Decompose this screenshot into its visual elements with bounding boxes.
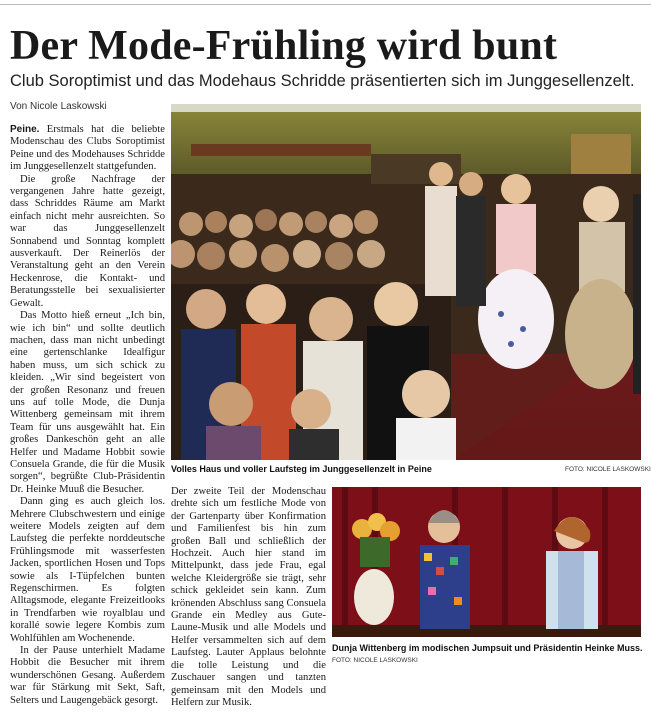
fashion-show-photo (171, 104, 641, 460)
photo-2-caption: Dunja Wittenberg im modischen Jumpsuit und Präsidentin Heinke Muss. (332, 643, 643, 653)
portrait-photo-illustration (332, 487, 641, 637)
photo-1-credit: FOTO: NICOLE LASKOWSKI (565, 466, 651, 473)
portrait-photo (332, 487, 641, 637)
paragraph-1-text: Erstmals hat die beliebte Modenschau des Clubs Soroptimist Peine und des Modehauses Schridde im Junggesellenzelt stattgefunden. (10, 124, 165, 173)
article-column-1 (10, 124, 165, 707)
paragraph-5: In der Pause unterhielt Madame Hobbit die Besucher mit ihrem wunderschönen Gesang. Außerdem war für Stärkung mit Sekt, Saft, Selters und Laugengebäck gesorgt. (10, 645, 165, 706)
paragraph-6: Der zweite Teil der Modenschau drehte sich um festliche Mode von der Gartenparty über Konfirmation und Familienfest bis hin zum großen Ball und schließlich der Hochzeit. Auch hier stand im Mittelpunkt, dass jede Frau, egal welche Kleidergröße sie trägt, sehr schick gekleidet sein kann. Zum krönenden Abschluss sang Consuela Grande ein Medley aus Gute-Laune-Musik und alle Models und Helfer versammelten sich auf dem Laufsteg. Lauter Applaus belohnte die tolle Leistung und die Zuschauer sangen und tanzten gemeinsam mit den Models und Helfern zur Musik. (171, 486, 326, 708)
fashion-show-photo-illustration (171, 104, 641, 460)
paragraph-1 (10, 124, 165, 174)
subheadline: Club Soroptimist und das Modehaus Schridde präsentierten sich im Junggesellenzelt. (10, 72, 635, 90)
paragraph-4: Dann ging es auch gleich los. Mehrere Clubschwestern und einige weitere Models zeigten auf dem Laufsteg die perfekte norddeutsche Frühlingsmode mit wasserfesten Jacken, sportlichen Hosen und Tops sowie als I-Tüpfelchen bunten Regenschirmen. Es folgten Alltagsmode, elegante Freizeitlooks in Trendfarben wie royalblau und korallé sowie legere Kombis zum Wohlfühlen am Wochenende. (10, 496, 165, 644)
article-column-2 (171, 486, 326, 709)
dateline: Peine. (10, 124, 40, 135)
paragraph-3: Das Motto hieß erneut „Ich bin, wie ich bin“ und sollte deutlich machen, dass man nicht unbedingt eine gertenschlanke Idealfigur haben muss, um sich schick zu kleiden. „Wir sind begeistert von der großen Resonanz und freuen uns auf tolle Mode, die Dunja Wittenberg gemeinsam mit ihrem Team für uns ausgewählt hat. Ein großes Dankeschön geht an alle Helfer und Madame Hobbit sowie Consuela Grande, die für die Musik sorgen“, begrüßte Club-Präsidentin Dr. Heinke Muuß die Besucher. (10, 310, 165, 495)
paragraph-2: Die große Nachfrage der vergangenen Jahre hatte gezeigt, dass Schriddes Räume am Markt einfach nicht mehr ausreichten. So war das Junggesellenzelt Sonnabend und Sonntag komplett ausverkauft. Der Reinerlös der Veranstaltung geht an den Verein Heckenrose, die Kontakt- und Beratungsstelle bei sexualisierter Gewalt. (10, 173, 165, 309)
photo-1-caption: Volles Haus und voller Laufsteg im Junggesellenzelt in Peine (171, 464, 432, 474)
headline: Der Mode-Frühling wird bunt (10, 23, 558, 69)
byline: Von Nicole Laskowski (10, 101, 107, 112)
top-rule (0, 4, 651, 5)
photo-2-credit: FOTO: NICOLE LASKOWSKI (332, 657, 418, 664)
